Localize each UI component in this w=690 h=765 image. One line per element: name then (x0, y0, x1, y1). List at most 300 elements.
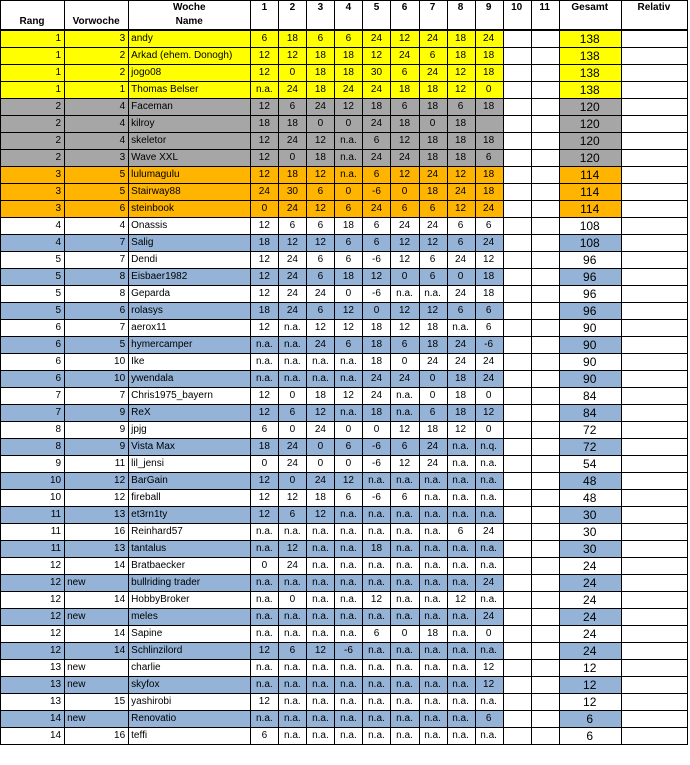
cell-week-2[interactable]: 6 (279, 218, 307, 235)
cell-week-1[interactable]: 12 (251, 490, 279, 507)
cell-week-11[interactable] (531, 711, 559, 728)
cell-week-5[interactable]: -6 (363, 286, 391, 303)
cell-relativ[interactable] (621, 388, 687, 405)
cell-week-2[interactable]: 12 (279, 235, 307, 252)
cell-week-7[interactable]: 6 (419, 201, 447, 218)
cell-week-4[interactable]: 6 (335, 201, 363, 218)
cell-week-6[interactable]: n.a. (391, 405, 419, 422)
cell-name[interactable]: rolasys (129, 303, 251, 320)
cell-week-10[interactable] (503, 490, 531, 507)
cell-week-4[interactable]: n.a. (335, 609, 363, 626)
cell-rang[interactable]: 13 (1, 677, 65, 694)
cell-name[interactable]: Sapine (129, 626, 251, 643)
cell-gesamt[interactable]: 12 (559, 660, 621, 677)
cell-week-2[interactable]: 6 (279, 99, 307, 116)
cell-week-1[interactable]: n.a. (251, 354, 279, 371)
cell-week-11[interactable] (531, 507, 559, 524)
cell-week-9[interactable]: 18 (475, 184, 503, 201)
cell-vorwoche[interactable]: 5 (65, 167, 129, 184)
cell-rang[interactable]: 11 (1, 541, 65, 558)
cell-week-11[interactable] (531, 184, 559, 201)
cell-week-2[interactable]: 24 (279, 456, 307, 473)
cell-week-10[interactable] (503, 405, 531, 422)
cell-week-5[interactable]: 12 (363, 269, 391, 286)
cell-week-7[interactable]: 18 (419, 82, 447, 99)
cell-week-7[interactable]: n.a. (419, 711, 447, 728)
cell-week-2[interactable]: 24 (279, 133, 307, 150)
cell-rang[interactable]: 3 (1, 184, 65, 201)
cell-week-7[interactable]: 6 (419, 48, 447, 65)
cell-week-3[interactable]: 6 (307, 269, 335, 286)
cell-week-1[interactable]: 12 (251, 507, 279, 524)
cell-week-1[interactable]: n.a. (251, 371, 279, 388)
cell-week-9[interactable]: 0 (475, 82, 503, 99)
cell-week-11[interactable] (531, 660, 559, 677)
cell-week-10[interactable] (503, 320, 531, 337)
cell-week-1[interactable]: 0 (251, 558, 279, 575)
cell-week-11[interactable] (531, 541, 559, 558)
cell-week-6[interactable]: 12 (391, 422, 419, 439)
cell-week-6[interactable]: n.a. (391, 286, 419, 303)
cell-week-10[interactable] (503, 524, 531, 541)
cell-gesamt[interactable]: 138 (559, 65, 621, 82)
cell-week-1[interactable]: n.a. (251, 575, 279, 592)
cell-week-8[interactable]: 12 (447, 422, 475, 439)
cell-week-2[interactable]: 0 (279, 388, 307, 405)
cell-week-5[interactable]: 18 (363, 99, 391, 116)
cell-relativ[interactable] (621, 558, 687, 575)
cell-gesamt[interactable]: 24 (559, 558, 621, 575)
cell-week-10[interactable] (503, 133, 531, 150)
cell-week-9[interactable]: 6 (475, 150, 503, 167)
cell-week-11[interactable] (531, 82, 559, 99)
cell-week-7[interactable]: n.a. (419, 473, 447, 490)
cell-week-5[interactable]: 6 (363, 167, 391, 184)
cell-week-9[interactable]: 6 (475, 218, 503, 235)
cell-week-10[interactable] (503, 167, 531, 184)
header-woche[interactable]: Woche (129, 1, 251, 16)
cell-week-5[interactable]: n.a. (363, 524, 391, 541)
cell-week-9[interactable]: 18 (475, 133, 503, 150)
header-relativ[interactable]: Relativ (621, 1, 687, 16)
cell-rang[interactable]: 7 (1, 388, 65, 405)
cell-week-5[interactable]: 18 (363, 337, 391, 354)
cell-week-3[interactable]: 0 (307, 116, 335, 133)
header-week-9[interactable]: 9 (475, 1, 503, 16)
cell-week-5[interactable]: -6 (363, 184, 391, 201)
cell-week-11[interactable] (531, 626, 559, 643)
cell-week-10[interactable] (503, 677, 531, 694)
cell-week-10[interactable] (503, 626, 531, 643)
cell-week-11[interactable] (531, 490, 559, 507)
cell-week-3[interactable]: 24 (307, 422, 335, 439)
cell-relativ[interactable] (621, 286, 687, 303)
cell-relativ[interactable] (621, 371, 687, 388)
cell-week-5[interactable]: n.a. (363, 711, 391, 728)
cell-gesamt[interactable]: 114 (559, 184, 621, 201)
cell-week-5[interactable]: 24 (363, 371, 391, 388)
cell-week-5[interactable]: 6 (363, 133, 391, 150)
cell-rang[interactable]: 10 (1, 490, 65, 507)
cell-name[interactable]: andy (129, 30, 251, 48)
cell-gesamt[interactable]: 96 (559, 269, 621, 286)
cell-week-7[interactable]: 0 (419, 388, 447, 405)
cell-name[interactable]: tantalus (129, 541, 251, 558)
cell-week-1[interactable]: 12 (251, 218, 279, 235)
cell-week-11[interactable] (531, 252, 559, 269)
cell-week-8[interactable]: 18 (447, 116, 475, 133)
cell-week-2[interactable]: n.a. (279, 626, 307, 643)
cell-week-8[interactable]: n.a. (447, 456, 475, 473)
cell-week-6[interactable]: 0 (391, 626, 419, 643)
cell-relativ[interactable] (621, 694, 687, 711)
cell-week-4[interactable]: 6 (335, 337, 363, 354)
cell-week-10[interactable] (503, 48, 531, 65)
cell-week-9[interactable]: 24 (475, 371, 503, 388)
cell-week-9[interactable]: 6 (475, 320, 503, 337)
cell-week-8[interactable]: 6 (447, 524, 475, 541)
cell-week-11[interactable] (531, 694, 559, 711)
cell-vorwoche[interactable]: 5 (65, 184, 129, 201)
cell-week-11[interactable] (531, 592, 559, 609)
cell-vorwoche[interactable]: 14 (65, 592, 129, 609)
cell-vorwoche[interactable]: 3 (65, 30, 129, 48)
cell-vorwoche[interactable]: new (65, 575, 129, 592)
cell-week-2[interactable]: 18 (279, 116, 307, 133)
cell-week-7[interactable]: 0 (419, 371, 447, 388)
cell-week-6[interactable]: n.a. (391, 388, 419, 405)
cell-name[interactable]: yashirobi (129, 694, 251, 711)
cell-vorwoche[interactable]: 13 (65, 507, 129, 524)
cell-vorwoche[interactable]: 4 (65, 133, 129, 150)
cell-week-2[interactable]: 12 (279, 490, 307, 507)
cell-week-8[interactable]: n.a. (447, 558, 475, 575)
cell-rang[interactable]: 2 (1, 116, 65, 133)
cell-week-9[interactable]: 24 (475, 201, 503, 218)
header-vorwoche[interactable]: Vorwoche (65, 15, 129, 30)
cell-week-4[interactable]: n.a. (335, 371, 363, 388)
cell-week-8[interactable]: 18 (447, 405, 475, 422)
cell-relativ[interactable] (621, 133, 687, 150)
cell-week-9[interactable]: 18 (475, 286, 503, 303)
cell-week-6[interactable]: 12 (391, 456, 419, 473)
cell-week-2[interactable]: n.a. (279, 371, 307, 388)
cell-week-4[interactable]: n.a. (335, 592, 363, 609)
cell-gesamt[interactable]: 120 (559, 150, 621, 167)
cell-rang[interactable]: 12 (1, 643, 65, 660)
cell-week-10[interactable] (503, 575, 531, 592)
cell-week-5[interactable]: 24 (363, 30, 391, 48)
cell-week-3[interactable]: n.a. (307, 694, 335, 711)
cell-week-2[interactable]: 6 (279, 405, 307, 422)
cell-gesamt[interactable]: 24 (559, 643, 621, 660)
cell-week-8[interactable]: 6 (447, 99, 475, 116)
cell-vorwoche[interactable]: new (65, 677, 129, 694)
cell-rang[interactable]: 7 (1, 405, 65, 422)
cell-week-10[interactable] (503, 456, 531, 473)
cell-week-8[interactable]: n.a. (447, 320, 475, 337)
cell-week-4[interactable]: n.a. (335, 677, 363, 694)
cell-week-9[interactable]: n.a. (475, 643, 503, 660)
cell-week-8[interactable]: n.a. (447, 541, 475, 558)
cell-week-7[interactable]: 18 (419, 133, 447, 150)
cell-week-8[interactable]: 24 (447, 286, 475, 303)
cell-gesamt[interactable]: 12 (559, 677, 621, 694)
cell-vorwoche[interactable]: 7 (65, 252, 129, 269)
cell-gesamt[interactable]: 48 (559, 473, 621, 490)
header-week-5[interactable]: 5 (363, 1, 391, 16)
cell-week-8[interactable]: n.a. (447, 694, 475, 711)
cell-gesamt[interactable]: 108 (559, 218, 621, 235)
cell-week-7[interactable]: 18 (419, 150, 447, 167)
cell-week-3[interactable]: n.a. (307, 541, 335, 558)
cell-week-2[interactable]: 12 (279, 541, 307, 558)
cell-week-4[interactable]: 12 (335, 320, 363, 337)
cell-week-6[interactable]: 24 (391, 218, 419, 235)
cell-week-8[interactable]: n.a. (447, 490, 475, 507)
cell-week-2[interactable]: 0 (279, 473, 307, 490)
cell-week-9[interactable]: n.a. (475, 694, 503, 711)
header-week-1[interactable]: 1 (251, 1, 279, 16)
cell-week-3[interactable]: 6 (307, 218, 335, 235)
cell-week-3[interactable]: n.a. (307, 609, 335, 626)
cell-week-1[interactable]: 6 (251, 422, 279, 439)
cell-gesamt[interactable]: 72 (559, 439, 621, 456)
cell-week-10[interactable] (503, 609, 531, 626)
cell-week-7[interactable]: 18 (419, 422, 447, 439)
cell-week-4[interactable]: 6 (335, 439, 363, 456)
cell-week-1[interactable]: n.a. (251, 711, 279, 728)
cell-week-10[interactable] (503, 422, 531, 439)
cell-vorwoche[interactable]: 2 (65, 65, 129, 82)
cell-week-7[interactable]: n.a. (419, 575, 447, 592)
cell-week-10[interactable] (503, 30, 531, 48)
cell-week-11[interactable] (531, 133, 559, 150)
cell-week-6[interactable]: n.a. (391, 728, 419, 745)
cell-week-5[interactable]: 24 (363, 116, 391, 133)
cell-week-3[interactable]: 6 (307, 252, 335, 269)
cell-week-1[interactable]: 6 (251, 728, 279, 745)
cell-week-5[interactable]: n.a. (363, 575, 391, 592)
cell-week-7[interactable]: n.a. (419, 524, 447, 541)
cell-week-9[interactable]: 0 (475, 388, 503, 405)
cell-week-5[interactable]: 0 (363, 303, 391, 320)
cell-week-3[interactable]: 24 (307, 99, 335, 116)
cell-relativ[interactable] (621, 201, 687, 218)
cell-week-3[interactable]: 24 (307, 337, 335, 354)
cell-week-8[interactable]: n.a. (447, 626, 475, 643)
cell-week-2[interactable]: n.a. (279, 677, 307, 694)
cell-name[interactable]: aerox11 (129, 320, 251, 337)
cell-rang[interactable]: 5 (1, 252, 65, 269)
cell-relativ[interactable] (621, 456, 687, 473)
cell-week-7[interactable]: n.a. (419, 558, 447, 575)
cell-name[interactable]: Schlinzilord (129, 643, 251, 660)
cell-week-5[interactable]: -6 (363, 456, 391, 473)
cell-rang[interactable]: 4 (1, 235, 65, 252)
cell-vorwoche[interactable]: 8 (65, 286, 129, 303)
cell-week-6[interactable]: n.a. (391, 592, 419, 609)
cell-week-11[interactable] (531, 286, 559, 303)
cell-week-4[interactable]: n.a. (335, 626, 363, 643)
cell-name[interactable]: Renovatio (129, 711, 251, 728)
cell-week-5[interactable]: n.a. (363, 507, 391, 524)
cell-week-11[interactable] (531, 609, 559, 626)
cell-relativ[interactable] (621, 592, 687, 609)
cell-name[interactable]: kilroy (129, 116, 251, 133)
header-week-2[interactable]: 2 (279, 1, 307, 16)
cell-rang[interactable]: 12 (1, 609, 65, 626)
cell-week-8[interactable]: 12 (447, 592, 475, 609)
cell-week-7[interactable]: n.a. (419, 490, 447, 507)
cell-week-8[interactable]: 6 (447, 218, 475, 235)
cell-name[interactable]: charlie (129, 660, 251, 677)
cell-week-4[interactable]: n.a. (335, 660, 363, 677)
cell-week-9[interactable]: 24 (475, 524, 503, 541)
cell-week-9[interactable]: -6 (475, 337, 503, 354)
cell-week-10[interactable] (503, 354, 531, 371)
cell-vorwoche[interactable]: 16 (65, 524, 129, 541)
cell-week-2[interactable]: n.a. (279, 609, 307, 626)
cell-week-5[interactable]: 6 (363, 218, 391, 235)
cell-name[interactable]: meles (129, 609, 251, 626)
cell-week-3[interactable]: n.a. (307, 354, 335, 371)
cell-week-7[interactable]: 24 (419, 218, 447, 235)
cell-week-6[interactable]: 12 (391, 303, 419, 320)
cell-week-10[interactable] (503, 473, 531, 490)
cell-week-11[interactable] (531, 354, 559, 371)
cell-name[interactable]: Salig (129, 235, 251, 252)
cell-name[interactable]: steinbook (129, 201, 251, 218)
cell-week-3[interactable]: 6 (307, 184, 335, 201)
cell-name[interactable]: Geparda (129, 286, 251, 303)
cell-week-8[interactable]: 18 (447, 30, 475, 48)
cell-week-5[interactable]: 18 (363, 354, 391, 371)
cell-week-5[interactable]: 12 (363, 48, 391, 65)
cell-rang[interactable]: 12 (1, 626, 65, 643)
cell-gesamt[interactable]: 84 (559, 405, 621, 422)
cell-week-2[interactable]: n.a. (279, 337, 307, 354)
cell-week-5[interactable]: n.a. (363, 677, 391, 694)
cell-week-11[interactable] (531, 167, 559, 184)
cell-week-6[interactable]: n.a. (391, 609, 419, 626)
cell-week-11[interactable] (531, 201, 559, 218)
cell-week-9[interactable]: 12 (475, 252, 503, 269)
cell-rang[interactable]: 11 (1, 507, 65, 524)
cell-gesamt[interactable]: 96 (559, 252, 621, 269)
cell-week-7[interactable]: 18 (419, 184, 447, 201)
cell-week-5[interactable]: n.a. (363, 473, 391, 490)
cell-week-7[interactable]: 18 (419, 320, 447, 337)
cell-week-11[interactable] (531, 524, 559, 541)
cell-week-11[interactable] (531, 320, 559, 337)
cell-week-6[interactable]: n.a. (391, 711, 419, 728)
cell-week-8[interactable]: 12 (447, 167, 475, 184)
cell-week-6[interactable]: 12 (391, 320, 419, 337)
cell-relativ[interactable] (621, 99, 687, 116)
cell-name[interactable]: Reinhard57 (129, 524, 251, 541)
cell-week-11[interactable] (531, 235, 559, 252)
cell-gesamt[interactable]: 90 (559, 337, 621, 354)
cell-week-7[interactable]: n.a. (419, 609, 447, 626)
cell-relativ[interactable] (621, 541, 687, 558)
cell-week-1[interactable]: 18 (251, 235, 279, 252)
cell-vorwoche[interactable]: 7 (65, 388, 129, 405)
cell-week-4[interactable]: 0 (335, 422, 363, 439)
cell-week-9[interactable] (475, 116, 503, 133)
cell-week-1[interactable]: 6 (251, 30, 279, 48)
cell-week-7[interactable]: n.a. (419, 286, 447, 303)
cell-week-3[interactable]: 18 (307, 48, 335, 65)
cell-week-6[interactable]: n.a. (391, 694, 419, 711)
cell-week-5[interactable]: n.a. (363, 643, 391, 660)
cell-week-11[interactable] (531, 643, 559, 660)
cell-week-10[interactable] (503, 82, 531, 99)
cell-week-6[interactable]: 12 (391, 30, 419, 48)
cell-week-10[interactable] (503, 592, 531, 609)
cell-week-6[interactable]: 0 (391, 354, 419, 371)
cell-week-1[interactable]: 12 (251, 48, 279, 65)
cell-name[interactable]: Ike (129, 354, 251, 371)
cell-week-7[interactable]: 12 (419, 235, 447, 252)
cell-name[interactable]: bullriding trader (129, 575, 251, 592)
cell-vorwoche[interactable]: 9 (65, 422, 129, 439)
cell-rang[interactable]: 6 (1, 354, 65, 371)
cell-rang[interactable]: 5 (1, 303, 65, 320)
cell-rang[interactable]: 10 (1, 473, 65, 490)
cell-week-3[interactable]: 24 (307, 286, 335, 303)
cell-week-5[interactable]: n.a. (363, 728, 391, 745)
cell-week-10[interactable] (503, 252, 531, 269)
cell-week-10[interactable] (503, 286, 531, 303)
cell-rang[interactable]: 12 (1, 575, 65, 592)
cell-name[interactable]: Dendi (129, 252, 251, 269)
header-week-3[interactable]: 3 (307, 1, 335, 16)
cell-week-6[interactable]: n.a. (391, 575, 419, 592)
header-week-7[interactable]: 7 (419, 1, 447, 16)
cell-rang[interactable]: 11 (1, 524, 65, 541)
cell-week-1[interactable]: n.a. (251, 660, 279, 677)
cell-relativ[interactable] (621, 48, 687, 65)
cell-week-10[interactable] (503, 150, 531, 167)
cell-week-4[interactable]: 0 (335, 184, 363, 201)
cell-week-11[interactable] (531, 269, 559, 286)
cell-week-11[interactable] (531, 116, 559, 133)
cell-week-9[interactable]: 0 (475, 626, 503, 643)
cell-week-9[interactable]: 6 (475, 303, 503, 320)
header-gesamt[interactable]: Gesamt (559, 1, 621, 16)
cell-gesamt[interactable]: 96 (559, 286, 621, 303)
cell-vorwoche[interactable]: 14 (65, 558, 129, 575)
cell-relativ[interactable] (621, 116, 687, 133)
cell-week-7[interactable]: 24 (419, 65, 447, 82)
cell-week-8[interactable]: 18 (447, 48, 475, 65)
cell-week-9[interactable]: 0 (475, 422, 503, 439)
cell-gesamt[interactable]: 90 (559, 320, 621, 337)
cell-week-6[interactable]: n.a. (391, 677, 419, 694)
cell-week-3[interactable]: 12 (307, 167, 335, 184)
cell-week-7[interactable]: 0 (419, 116, 447, 133)
cell-week-6[interactable]: 12 (391, 133, 419, 150)
cell-week-6[interactable]: n.a. (391, 541, 419, 558)
cell-week-5[interactable]: n.a. (363, 660, 391, 677)
cell-week-4[interactable]: 6 (335, 235, 363, 252)
cell-week-10[interactable] (503, 711, 531, 728)
cell-week-2[interactable]: 24 (279, 439, 307, 456)
cell-week-7[interactable]: 18 (419, 99, 447, 116)
cell-name[interactable]: Eisbaer1982 (129, 269, 251, 286)
cell-week-5[interactable]: 18 (363, 541, 391, 558)
